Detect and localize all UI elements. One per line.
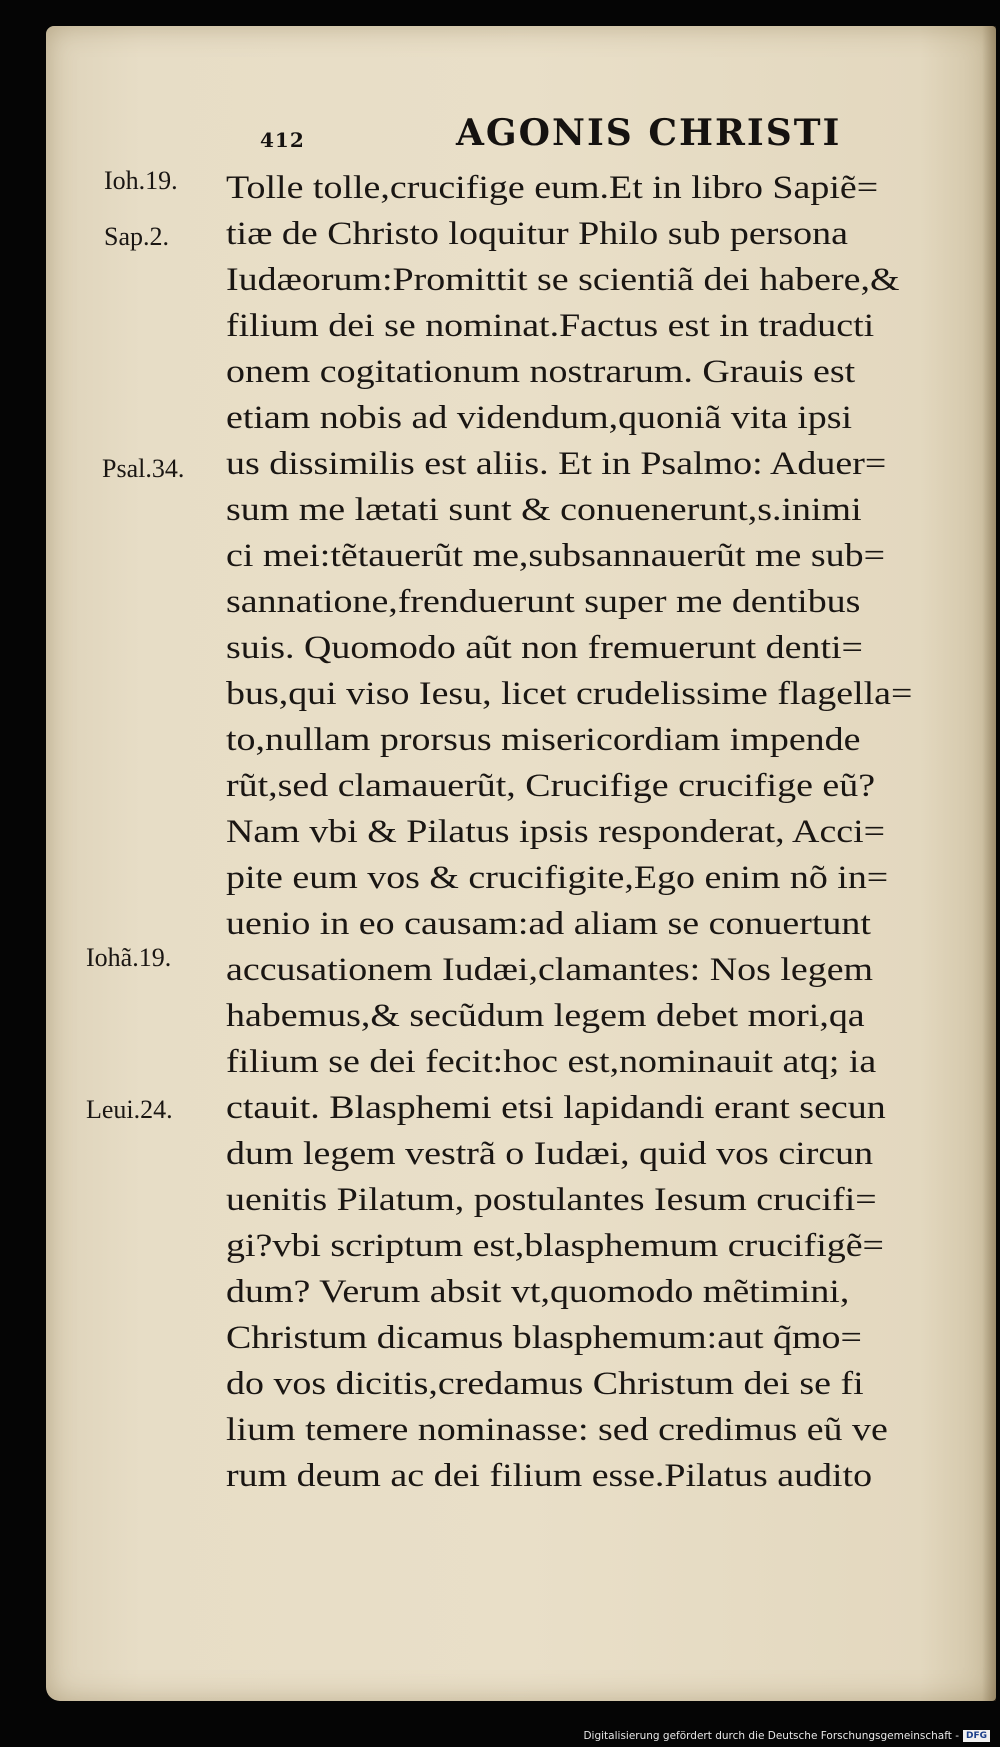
text-line: gi?vbi scriptum est,blasphemum crucifigẽ= (226, 1228, 884, 1264)
text-line: pite eum vos & crucifigite,Ego enim nõ in= (226, 860, 889, 896)
margin-note: Ioh.19. (104, 166, 178, 195)
page-edge-shadow (982, 26, 996, 1701)
text-line: sannatione,frenduerunt super me dentibus (226, 584, 861, 620)
text-line: to,nullam prorsus misericordiam impende (226, 722, 861, 758)
text-line: filium se dei fecit:hoc est,nominauit atq; ia (226, 1044, 877, 1080)
digitization-credit (583, 1730, 990, 1742)
text-line: accusationem Iudæi,clamantes: Nos legem (226, 952, 874, 988)
text-line: us dissimilis est aliis. Et in Psalmo: Aduer= (226, 446, 887, 482)
text-line: dum? Verum absit vt,quomodo mẽtimini, (226, 1274, 850, 1310)
text-line: Iudæorum:Promittit se scientiã dei habere,& (226, 262, 900, 298)
text-line: Tolle tolle,crucifige eum.Et in libro Sapiẽ= (226, 170, 879, 206)
text-line: ctauit. Blasphemi etsi lapidandi erant secun (226, 1090, 886, 1126)
margin-note: Sap.2. (104, 222, 169, 251)
credit-text: Digitalisierung gefördert durch die Deutsche Forschungsgemeinschaft - (583, 1730, 959, 1742)
text-line: suis. Quomodo aũt non fremuerunt denti= (226, 630, 863, 666)
text-line: tiæ de Christo loquitur Philo sub persona (226, 216, 848, 252)
text-line: dum legem vestrã o Iudæi, quid vos circun (226, 1136, 874, 1172)
margin-note: Iohã.19. (86, 943, 172, 972)
dfg-logo: DFG (963, 1730, 990, 1742)
text-line: rũt,sed clamauerũt, Crucifige crucifige eũ? (226, 768, 876, 804)
page-number: 412 (260, 128, 305, 152)
text-line: lium temere nominasse: sed credimus eũ ve (226, 1412, 888, 1448)
text-line: sum me lætati sunt & conuenerunt,s.inimi (226, 492, 862, 528)
text-line: onem cogitationum nostrarum. Grauis est (226, 354, 856, 390)
text-line: rum deum ac dei filium esse.Pilatus audito (226, 1458, 873, 1494)
text-line: habemus,& secũdum legem debet mori,qa (226, 998, 865, 1034)
text-line: filium dei se nominat.Factus est in traducti (226, 308, 875, 344)
text-line: bus,qui viso Iesu, licet crudelissime flagella= (226, 676, 913, 712)
text-line: etiam nobis ad videndum,quoniã vita ipsi (226, 400, 853, 436)
text-line: uenio in eo causam:ad aliam se conuertunt (226, 906, 871, 942)
page-header (46, 108, 996, 168)
book-page (46, 26, 996, 1701)
text-line: uenitis Pilatum, postulantes Iesum crucifi= (226, 1182, 877, 1218)
text-line: Nam vbi & Pilatus ipsis responderat, Acci= (226, 814, 886, 850)
text-line: Christum dicamus blasphemum:aut q̃mo= (226, 1320, 862, 1356)
text-line: ci mei:tẽtauerũt me,subsannauerũt me sub= (226, 538, 885, 574)
running-title: AGONIS CHRISTI (456, 112, 842, 154)
margin-note: Leui.24. (86, 1095, 173, 1124)
margin-note: Psal.34. (102, 454, 185, 483)
text-line: do vos dicitis,credamus Christum dei se fi (226, 1366, 864, 1402)
